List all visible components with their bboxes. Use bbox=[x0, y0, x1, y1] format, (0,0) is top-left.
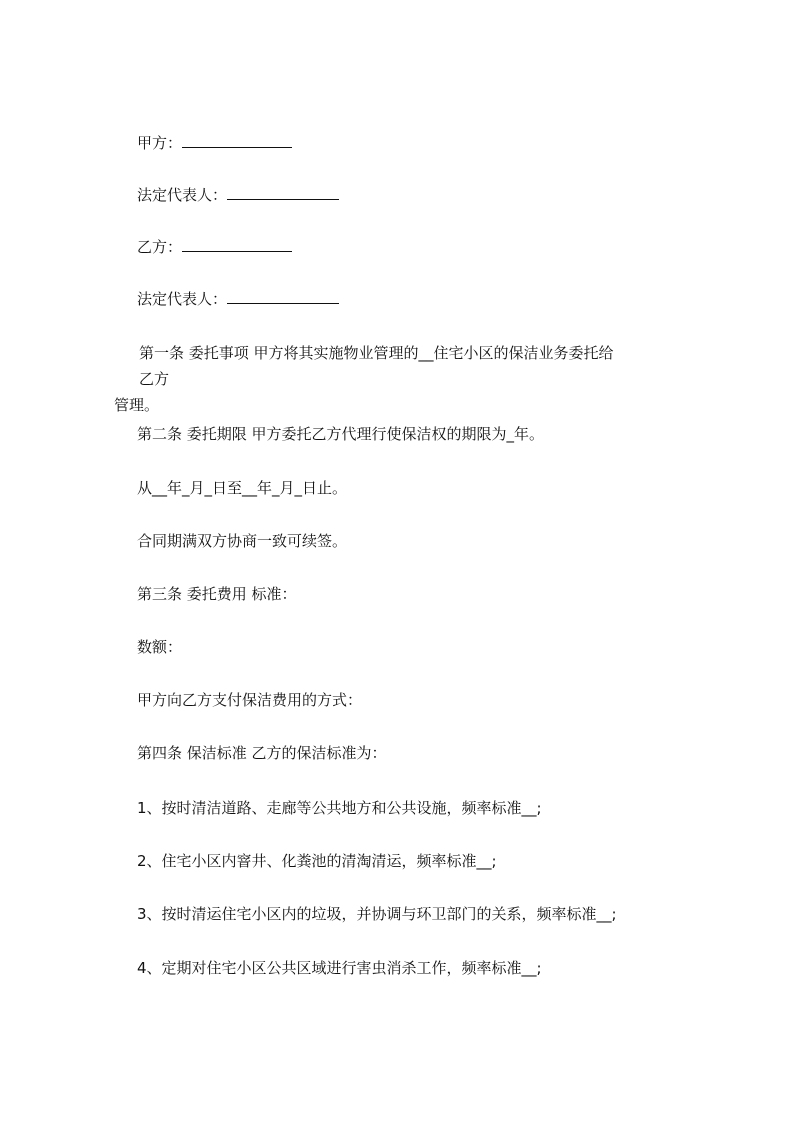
article-3: 第三条 委托费用 标准： bbox=[137, 585, 297, 603]
party-a-rep-line bbox=[137, 182, 657, 208]
article-3-amount: 数额： bbox=[137, 638, 183, 656]
article-1-line-2: 管理。 bbox=[114, 396, 160, 414]
article-3-payment: 甲方向乙方支付保洁费用的方式： bbox=[137, 691, 363, 709]
party-b-rep-blank bbox=[227, 289, 339, 304]
article-2: 第二条 委托期限 甲方委托乙方代理行使保洁权的期限为_年。 bbox=[137, 425, 545, 443]
party-b-rep-label: 法定代表人： bbox=[137, 290, 228, 308]
article-2-period: 从__年_月_日至__年_月_日止。 bbox=[137, 479, 348, 497]
list-item: 3、按时清运住宅小区内的垃圾，并协调与环卫部门的关系，频率标准__; bbox=[137, 905, 617, 923]
article-2-renew: 合同期满双方协商一致可续签。 bbox=[137, 532, 348, 550]
article-1-line-1: 第一条 委托事项 甲方将其实施物业管理的__住宅小区的保洁业务委托给乙方 bbox=[139, 344, 614, 388]
party-a-label: 甲方： bbox=[137, 134, 183, 152]
party-b-rep-line bbox=[137, 286, 657, 312]
party-a-rep-label: 法定代表人： bbox=[137, 186, 228, 204]
list-item: 2、住宅小区内窨井、化粪池的清淘清运，频率标准__; bbox=[137, 852, 497, 870]
article-4: 第四条 保洁标准 乙方的保洁标准为： bbox=[137, 744, 387, 762]
party-a-rep-blank bbox=[227, 185, 339, 200]
list-item: 4、定期对住宅小区公共区域进行害虫消杀工作，频率标准__; bbox=[137, 959, 542, 977]
article-1 bbox=[114, 340, 614, 418]
party-b-label: 乙方： bbox=[137, 238, 183, 256]
party-b-blank bbox=[182, 237, 292, 252]
party-b-line bbox=[137, 234, 657, 260]
party-a-blank bbox=[182, 133, 292, 148]
list-item: 1、按时清洁道路、走廊等公共地方和公共设施，频率标准__; bbox=[137, 799, 542, 817]
party-a-line bbox=[137, 130, 657, 156]
